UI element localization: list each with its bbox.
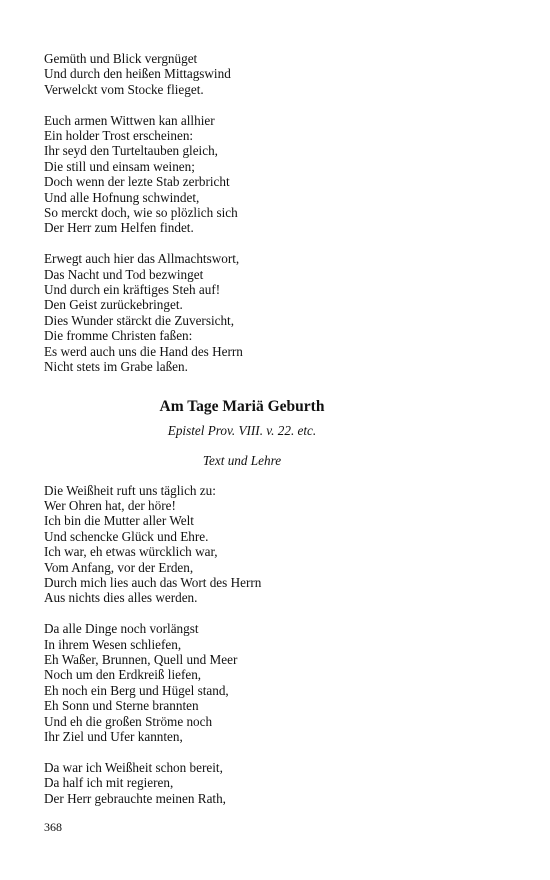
verse-line: Erwegt auch hier das Allmachtswort,	[44, 251, 240, 267]
verse-line: Und durch ein kräftiges Steh auf!	[44, 282, 221, 298]
verse-line: Aus nichts dies alles werden.	[44, 590, 198, 606]
stanza	[44, 483, 504, 606]
verse-line: Da war ich Weißheit schon bereit,	[44, 759, 223, 775]
stanza	[44, 113, 504, 236]
verse-line: Doch wenn der lezte Stab zerbricht	[44, 174, 230, 190]
verse-line: In ihrem Wesen schliefen,	[44, 636, 182, 652]
verse-line: Nicht stets im Grabe laßen.	[44, 359, 188, 375]
verse-line: Gemüth und Blick vergnüget	[44, 51, 198, 66]
verse-line: Wer Ohren hat, der höre!	[44, 497, 176, 513]
verse-line: Die fromme Christen faßen:	[44, 328, 193, 344]
page-content	[44, 51, 504, 806]
verse-line: Es werd auch uns die Hand des Herrn	[44, 343, 243, 359]
verse-line: Eh Sonn und Sterne brannten	[44, 698, 199, 714]
stanza	[44, 621, 504, 744]
verse-line: So merckt doch, wie so plözlich sich	[44, 205, 238, 221]
stanza	[44, 51, 504, 97]
verse-line: Das Nacht und Tod bezwinget	[44, 266, 204, 282]
section-subheading: Text und Lehre	[202, 452, 282, 468]
verse-line: Ihr Ziel und Ufer kannten,	[44, 728, 183, 744]
verse-line: Ihr seyd den Turteltauben gleich,	[44, 143, 218, 159]
verse-line: Ein holder Trost erscheinen:	[44, 128, 194, 144]
verse-line: Und schencke Glück und Ehre.	[44, 528, 209, 544]
verse-line: Und alle Hofnung schwindet,	[44, 189, 200, 205]
page-number: 368	[44, 820, 62, 834]
verse-line: Ich war, eh etwas würcklich war,	[44, 544, 218, 560]
stanza	[44, 251, 504, 374]
verse-line: Den Geist zurückebringet.	[44, 297, 183, 313]
verse-line: Dies Wunder stärckt die Zuversicht,	[44, 312, 235, 328]
verse-line: Eh noch ein Berg und Hügel stand,	[44, 682, 229, 698]
verse-line: Verwelckt vom Stocke flieget.	[44, 81, 204, 97]
verse-line: Da alle Dinge noch vorlängst	[44, 621, 199, 637]
verse-line: Eh Waßer, Brunnen, Quell und Meer	[44, 651, 238, 667]
verse-line: Noch um den Erdkreiß liefen,	[44, 667, 202, 683]
verse-line: Die Weißheit ruft uns täglich zu:	[44, 482, 216, 498]
verse-line: Und durch den heißen Mittagswind	[44, 66, 231, 82]
verse-line: Da half ich mit regieren,	[44, 775, 174, 791]
verse-line: Der Herr gebrauchte meinen Rath,	[44, 790, 226, 806]
verse-line: Der Herr zum Helfen findet.	[44, 220, 194, 236]
verse-line: Und eh die großen Ströme noch	[44, 713, 213, 729]
verse-line: Ich bin die Mutter aller Welt	[44, 513, 194, 529]
verse-line: Durch mich lies auch das Wort des Herrn	[44, 574, 262, 590]
epistle-reference: Epistel Prov. VIII. v. 22. etc.	[167, 422, 317, 438]
verse-line: Die still und einsam weinen;	[44, 158, 195, 174]
stanza	[44, 760, 504, 806]
verse-line: Vom Anfang, vor der Erden,	[44, 559, 194, 575]
verse-line: Euch armen Wittwen kan allhier	[44, 112, 215, 128]
section-title: Am Tage Mariä Geburth	[159, 397, 325, 415]
